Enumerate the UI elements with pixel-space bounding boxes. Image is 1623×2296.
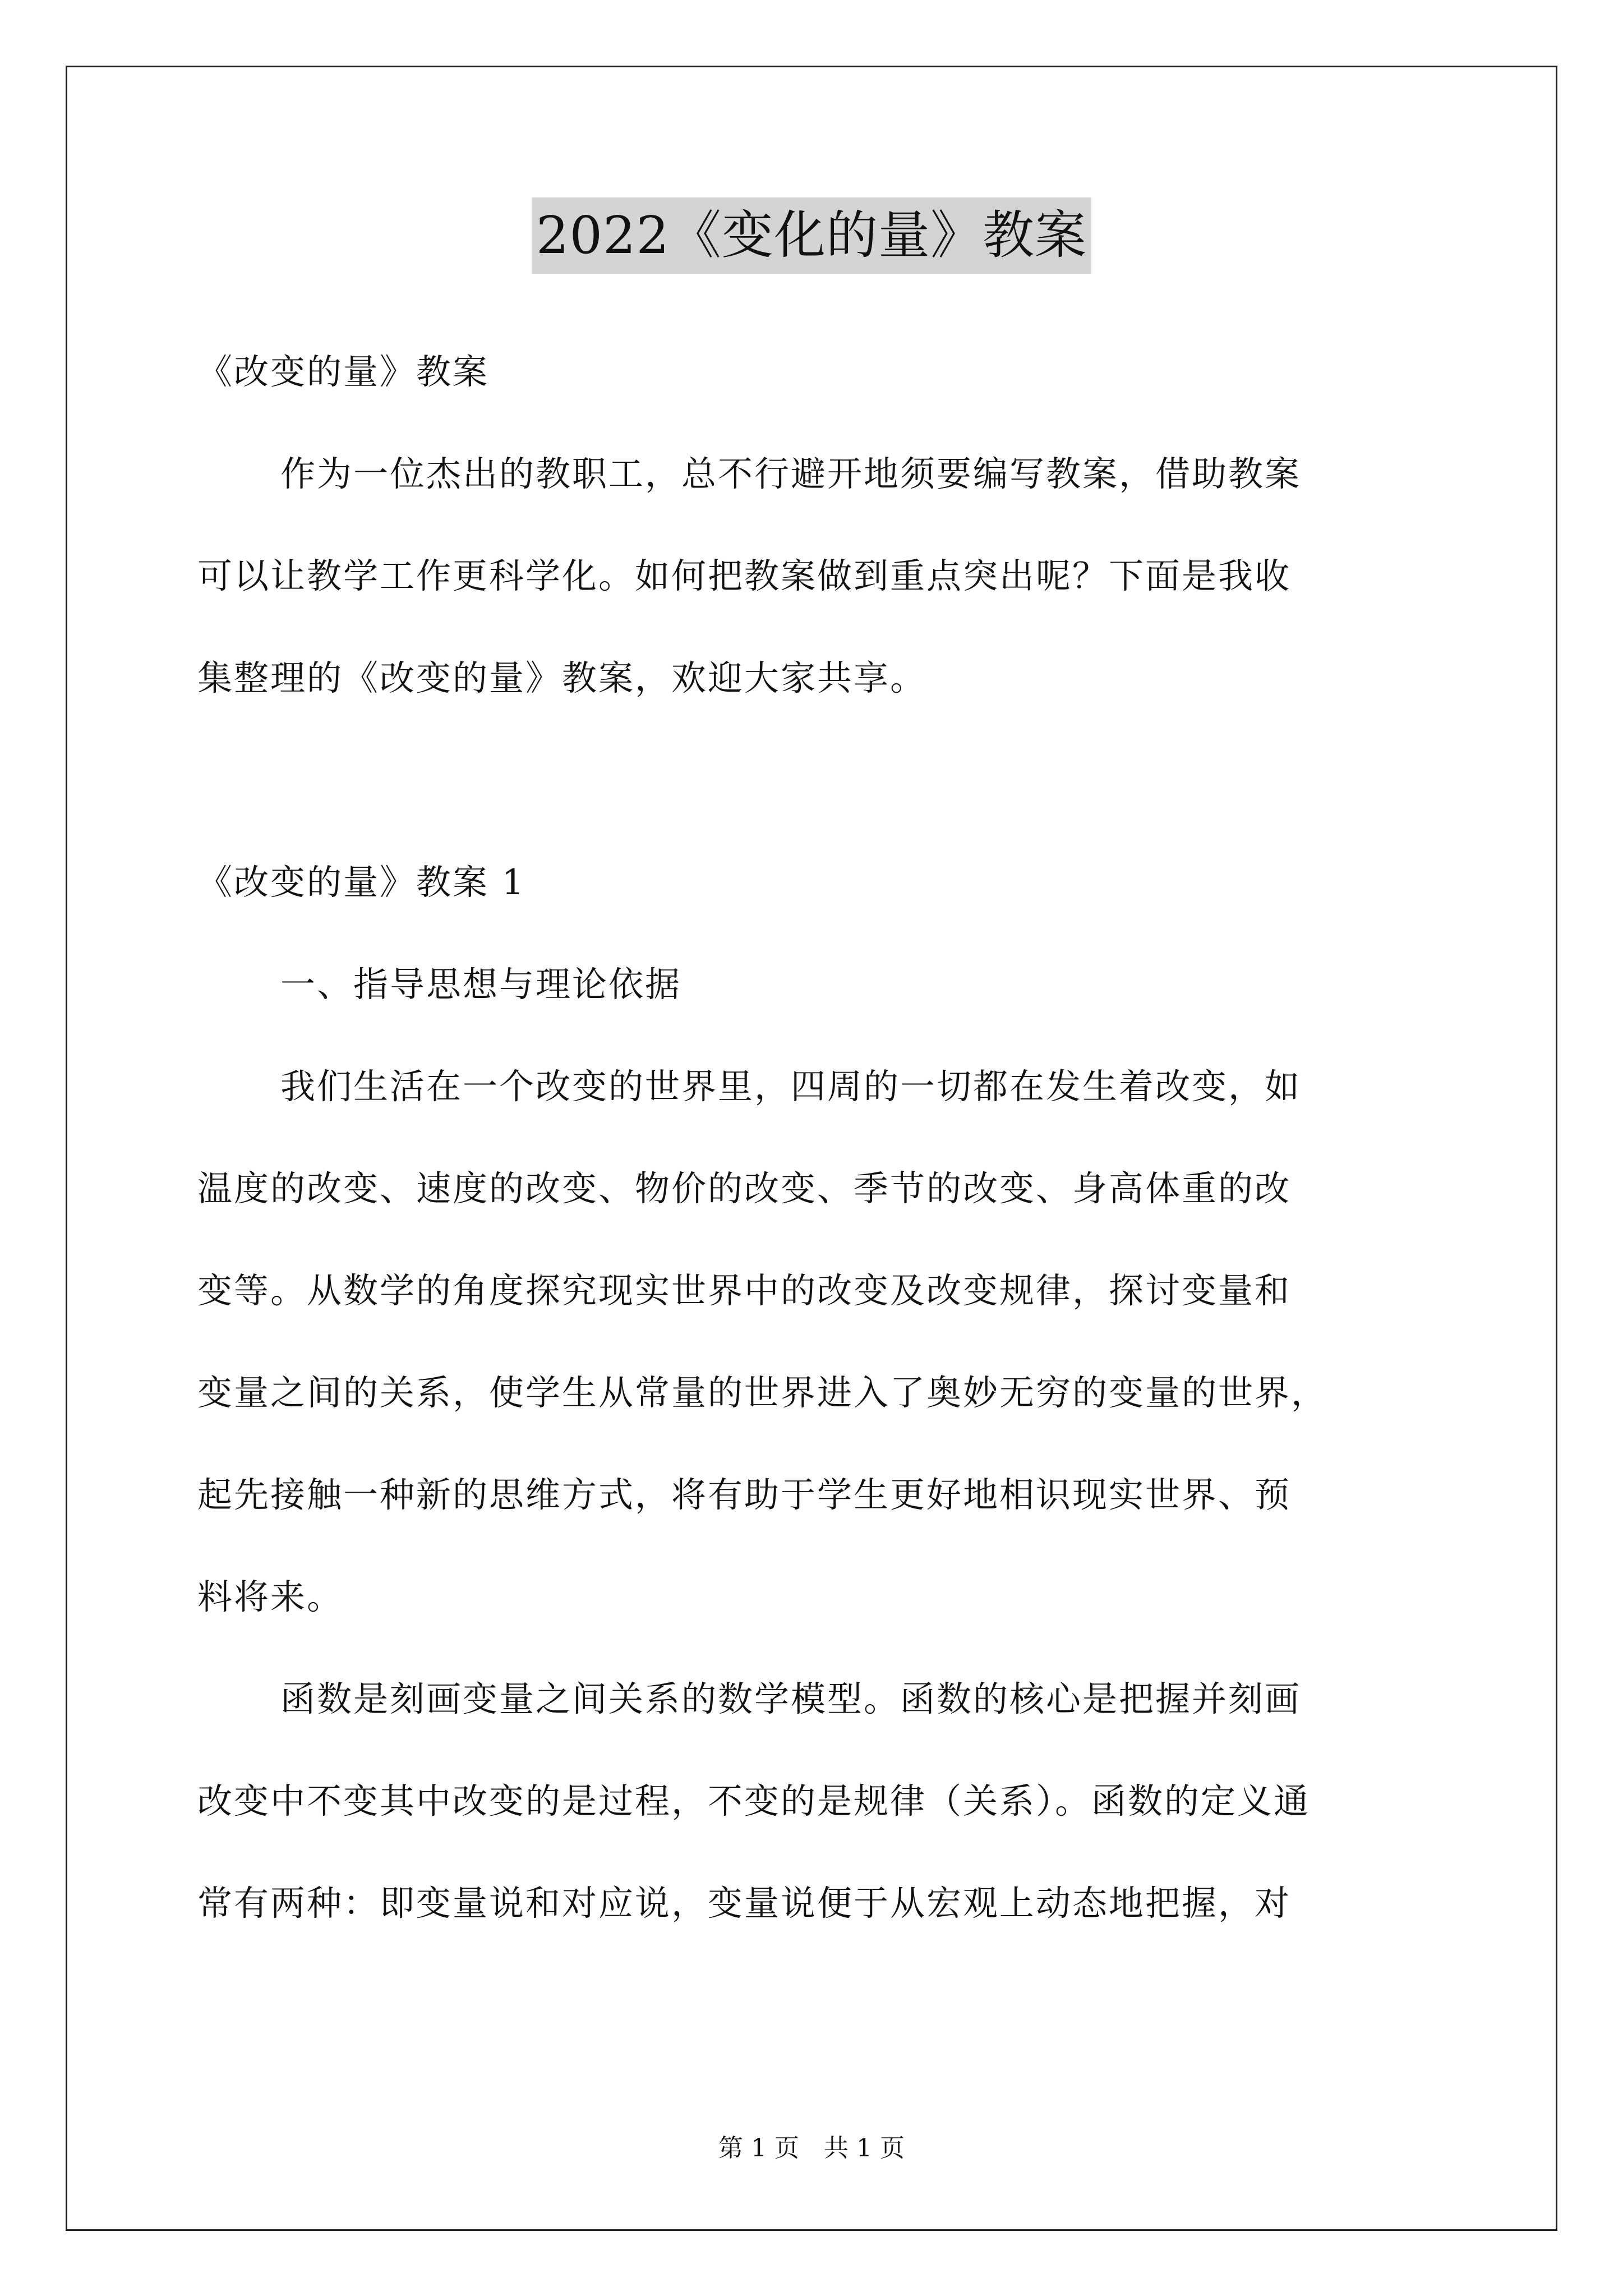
title-container: [0, 197, 1623, 274]
document-body: [197, 321, 1431, 1954]
paragraph-line: 可以让教学工作更科学化。如何把教案做到重点突出呢？下面是我收: [197, 555, 1292, 596]
paragraph-line: 料将来。: [197, 1576, 344, 1617]
section-heading-plan-1: 《改变的量》教案 1: [197, 862, 526, 903]
page-footer: 第 1 页 共 1 页: [718, 2134, 905, 2162]
paragraph-line: 作为一位杰出的教职工，总不行避开地须要编写教案，借助教案: [280, 453, 1302, 494]
paragraph-line: 集整理的《改变的量》教案，欢迎大家共享。: [197, 657, 927, 698]
paragraph-line: 温度的改变、速度的改变、物价的改变、季节的改变、身高体重的改: [197, 1168, 1292, 1209]
paragraph-gap: [197, 729, 1431, 831]
section-heading-intro: 《改变的量》教案: [197, 351, 490, 392]
paragraph-line: 函数是刻画变量之间关系的数学模型。函数的核心是把握并刻画: [280, 1678, 1302, 1719]
paragraph-line: 变等。从数学的角度探究现实世界中的改变及改变规律，探讨变量和: [197, 1270, 1292, 1311]
paragraph-line: 改变中不变其中改变的是过程，不变的是规律（关系）。函数的定义通: [197, 1780, 1311, 1821]
paragraph-line: 起先接触一种新的思维方式，将有助于学生更好地相识现实世界、预: [197, 1474, 1292, 1515]
paragraph-line: 变量之间的关系，使学生从常量的世界进入了奥妙无穷的变量的世界，: [197, 1372, 1328, 1413]
paragraph-line: 我们生活在一个改变的世界里，四周的一切都在发生着改变，如: [280, 1066, 1302, 1107]
subsection-heading: 一、指导思想与理论依据: [280, 964, 682, 1005]
paragraph-line: 常有两种：即变量说和对应说，变量说便于从宏观上动态地把握，对: [197, 1883, 1292, 1924]
document-title: 2022《变化的量》教案: [532, 197, 1091, 274]
